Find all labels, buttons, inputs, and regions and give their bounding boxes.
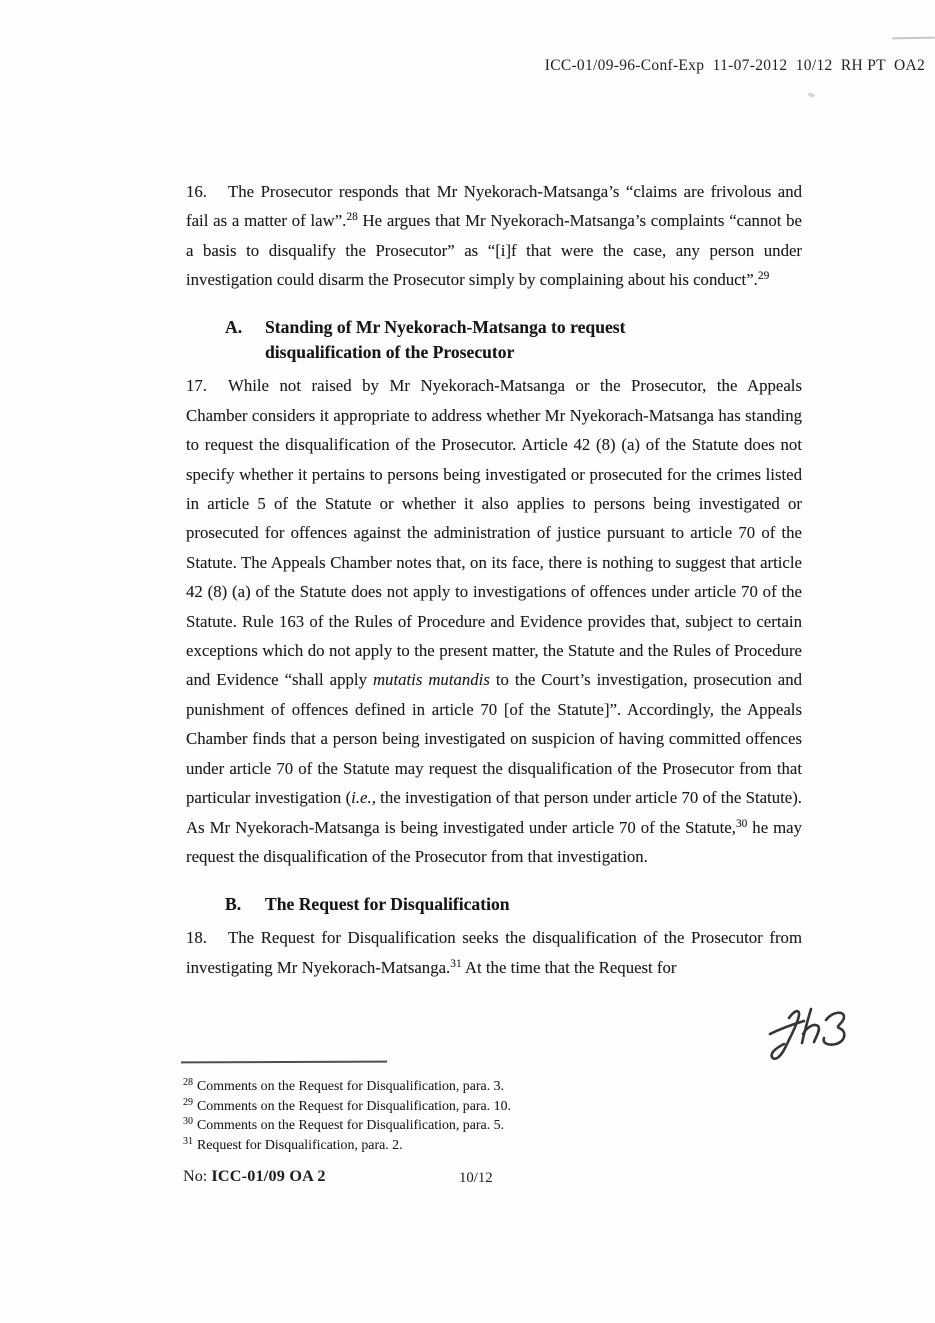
paragraph-17-text: , the investigation of that person under article 70 of the Statute). As Mr Nyekorach-Matsanga is being investigated under article 70 of the Statute, bbox=[186, 788, 802, 837]
scan-artifact-speck bbox=[808, 92, 816, 98]
section-letter: A. bbox=[225, 317, 243, 338]
section-heading-a bbox=[225, 315, 802, 365]
header-stamp: ICC-01/09-96-Conf-Exp 11-07-2012 10/12 RH PT OA2 bbox=[544, 57, 925, 74]
section-title: The Request for Disqualification bbox=[265, 894, 510, 915]
footnote-ref-31: 31 bbox=[450, 957, 462, 970]
footnote-number: 31 bbox=[183, 1135, 193, 1147]
footnote-number: 28 bbox=[183, 1077, 193, 1088]
paragraph-16-text: He argues that Mr Nyekorach-Matsanga’s complaints “cannot be a basis to disqualify the Prosecutor” as “[i]f that were the case, any person under investigation could disarm the Prosecutor simply by complaining about his conduct”. bbox=[186, 211, 802, 290]
footer-page-number: 10/12 bbox=[459, 1170, 493, 1186]
paragraph-18-text: The Request for Disqualification seeks the disqualification of the Prosecutor from investigating Mr Nyekorach-Matsanga. bbox=[186, 928, 802, 977]
footnote-text: Comments on the Request for Disqualification, para. 10. bbox=[197, 1098, 512, 1114]
footnote-number: 29 bbox=[183, 1096, 193, 1108]
paragraph-18-number: 18. bbox=[186, 928, 207, 948]
footer-label: No: bbox=[183, 1167, 212, 1185]
paragraph-17-text: to the Court’s investigation, prosecution and punishment of offences defined in article 70 [of the Statute]”. Accordingly, the Appeals Chamber finds that a person being investigated on suspicion of having committed offences under article 70 of the Statute may request the disqualification of the Prosecutor from that particular investigation ( bbox=[186, 670, 802, 808]
footnote-29 bbox=[183, 1097, 793, 1117]
footer-case-number bbox=[183, 1167, 326, 1186]
paragraph-18-text: At the time that the Request for bbox=[461, 957, 677, 977]
handwritten-initials bbox=[764, 1004, 860, 1066]
footnotes bbox=[183, 1077, 793, 1155]
footnote-ref-28: 28 bbox=[346, 211, 358, 224]
footnote-text: Comments on the Request for Disqualification, para. 3. bbox=[197, 1079, 505, 1094]
section-heading-b bbox=[225, 892, 802, 917]
footnote-28 bbox=[183, 1077, 793, 1097]
footnote-text: Comments on the Request for Disqualification, para. 5. bbox=[197, 1118, 505, 1134]
footnote-30 bbox=[183, 1116, 793, 1136]
latin-phrase: mutatis mutandis bbox=[372, 670, 490, 690]
paragraph-18 bbox=[186, 923, 802, 982]
footnote-separator bbox=[181, 1061, 387, 1064]
paragraph-17-number: 17. bbox=[186, 376, 207, 396]
paragraph-17-text: While not raised by Mr Nyekorach-Matsanga or the Prosecutor, the Appeals Chamber considers it appropriate to address whether Mr Nyekorach-Matsanga has standing to request the disqualification of the Prosecutor. Article 42 (8) (a) of the Statute does not specify whether it pertains to persons being investigated or prosecuted for the crimes listed in article 5 of the Statute or whether it also applies to persons being investigated or prosecuted for offences against the administration of justice pursuant to article 70 of the Statute. The Appeals Chamber notes that, on its face, there is nothing to suggest that article 42 (8) (a) of the Statute does not apply to investigations of offences under article 70 of the Statute. Rule 163 of the Rules of Procedure and Evidence provides that, subject to certain exceptions which do not apply to the present matter, the Statute and the Rules of Procedure and Evidence “shall apply bbox=[186, 376, 802, 690]
footnote-ref-29: 29 bbox=[757, 270, 770, 283]
footnote-number: 30 bbox=[183, 1116, 193, 1128]
paragraph-16-text: The Prosecutor responds that Mr Nyekorach-Matsanga’s “claims are frivolous and fail as a matter of law”. bbox=[186, 181, 802, 231]
latin-abbreviation: i.e. bbox=[351, 788, 372, 808]
paragraph-17 bbox=[186, 371, 802, 871]
footnote-31 bbox=[183, 1136, 793, 1156]
paragraph-16 bbox=[186, 177, 802, 295]
section-title: Standing of Mr Nyekorach-Matsanga to request disqualification of the Prosecutor bbox=[265, 317, 626, 363]
case-number: ICC-01/09 OA 2 bbox=[211, 1167, 326, 1185]
paragraph-17-text: he may request the disqualification of the Prosecutor from that investigation. bbox=[186, 817, 802, 866]
paragraph-16-number: 16. bbox=[186, 181, 207, 201]
footnote-text: Request for Disqualification, para. 2. bbox=[197, 1137, 403, 1153]
footnote-ref-30: 30 bbox=[735, 817, 748, 830]
section-letter: B. bbox=[225, 894, 242, 915]
scan-artifact-line bbox=[892, 37, 935, 40]
document-body bbox=[186, 160, 802, 999]
